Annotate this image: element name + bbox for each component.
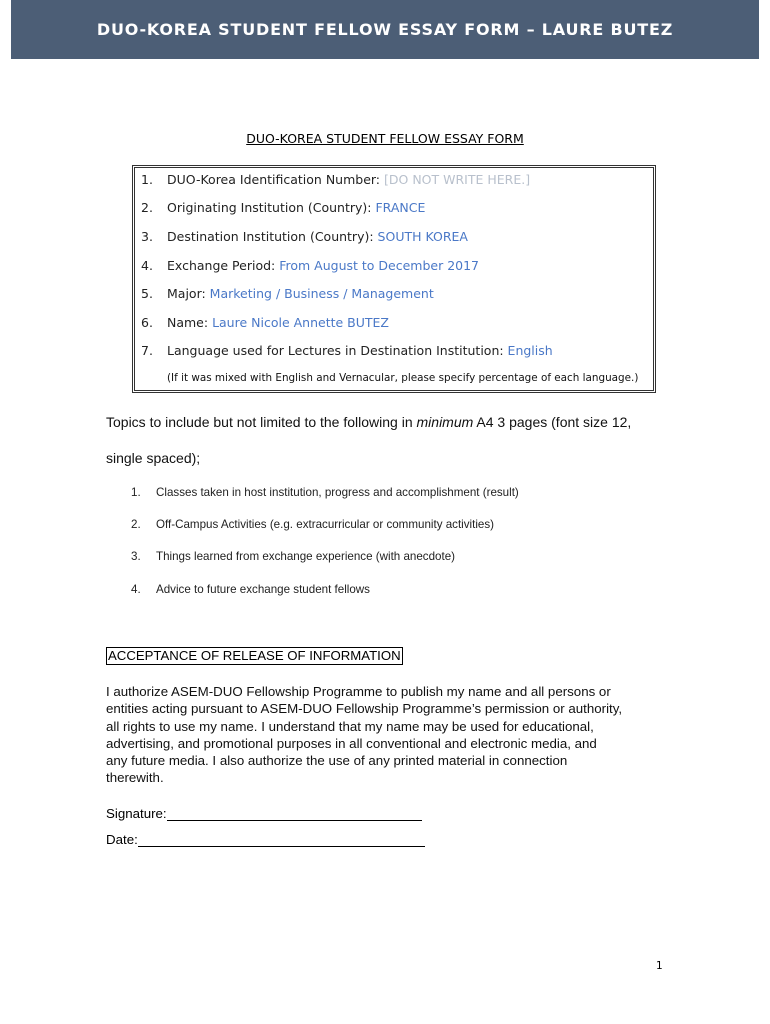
topic-text: Classes taken in host institution, progress and accomplishment (result): [156, 486, 519, 499]
field-identification-number: [141, 172, 530, 187]
item-number: 1.: [131, 486, 141, 499]
acceptance-text: [106, 683, 671, 787]
topics-intro-line2: single spaced);: [106, 450, 201, 466]
field-value: Marketing / Business / Management: [209, 286, 434, 301]
language-note: (If it was mixed with English and Vernacular, please specify percentage of each language.): [167, 372, 639, 384]
date-label: Date:: [106, 832, 138, 847]
date-field: [106, 832, 425, 847]
item-number: 2.: [141, 200, 153, 215]
field-exchange-period: [141, 258, 479, 273]
signature-field: [106, 806, 422, 821]
field-value: Laure Nicole Annette BUTEZ: [212, 315, 389, 330]
field-value: SOUTH KOREA: [377, 229, 468, 244]
intro-text: A4 3 pages (font size 12,: [473, 414, 632, 430]
form-title: DUO-KOREA STUDENT FELLOW ESSAY FORM: [246, 131, 524, 146]
topic-item: [131, 518, 494, 531]
acceptance-line: I authorize ASEM-DUO Fellowship Programme to publish my name and all persons or: [106, 684, 611, 699]
topic-text: Off-Campus Activities (e.g. extracurricular or community activities): [156, 518, 495, 531]
field-label: Language used for Lectures in Destination Institution:: [167, 343, 508, 358]
topic-text: Advice to future exchange student fellows: [156, 583, 370, 596]
acceptance-line: entities acting pursuant to ASEM-DUO Fellowship Programme’s permission or authority,: [106, 701, 623, 717]
field-name: [141, 315, 389, 330]
field-label: Exchange Period:: [167, 258, 280, 273]
header-banner: [11, 0, 759, 59]
item-number: 2.: [131, 518, 141, 531]
field-value: English: [507, 343, 553, 358]
item-number: 3.: [141, 229, 153, 244]
acceptance-line: therewith.: [106, 770, 164, 786]
topic-item: [131, 583, 370, 596]
signature-blank[interactable]: [167, 806, 422, 821]
signature-label: Signature:: [106, 806, 167, 821]
topic-item: [131, 550, 455, 563]
intro-emphasis: minimum: [416, 414, 474, 430]
field-language: [141, 343, 553, 358]
field-label: DUO-Korea Identification Number:: [167, 172, 384, 187]
page-number: 1: [656, 960, 663, 972]
field-value: From August to December 2017: [279, 258, 480, 273]
intro-text: Topics to include but not limited to the following in: [106, 414, 417, 430]
field-label: Originating Institution (Country):: [167, 200, 376, 215]
info-box: [132, 165, 656, 393]
field-value: [DO NOT WRITE HERE.]: [384, 172, 531, 187]
item-number: 5.: [141, 286, 153, 301]
item-number: 1.: [141, 172, 153, 187]
field-value: FRANCE: [375, 200, 426, 215]
field-label: Major:: [167, 286, 210, 301]
topic-text: Things learned from exchange experience (with anecdote): [156, 550, 456, 563]
date-blank[interactable]: [138, 832, 425, 847]
field-label: Name:: [167, 315, 213, 330]
field-major: [141, 286, 434, 301]
field-originating-institution: [141, 200, 425, 215]
acceptance-line: any future media. I also authorize the use of any printed material in connection: [106, 753, 568, 769]
item-number: 6.: [141, 315, 153, 330]
topics-intro: [106, 414, 631, 430]
topic-item: [131, 486, 519, 499]
item-number: 4.: [141, 258, 153, 273]
item-number: 7.: [141, 343, 153, 358]
field-label: Destination Institution (Country):: [167, 229, 378, 244]
field-destination-institution: [141, 229, 468, 244]
acceptance-line: advertising, and promotional purposes in all conventional and electronic media, and: [106, 735, 597, 751]
item-number: 4.: [131, 583, 141, 596]
acceptance-heading: ACCEPTANCE OF RELEASE OF INFORMATION: [108, 648, 401, 663]
item-number: 3.: [131, 550, 141, 563]
banner-title: DUO-KOREA STUDENT FELLOW ESSAY FORM – LAURE BUTEZ: [96, 20, 674, 39]
acceptance-line: all rights to use my name. I understand that my name may be used for educational,: [106, 718, 594, 734]
